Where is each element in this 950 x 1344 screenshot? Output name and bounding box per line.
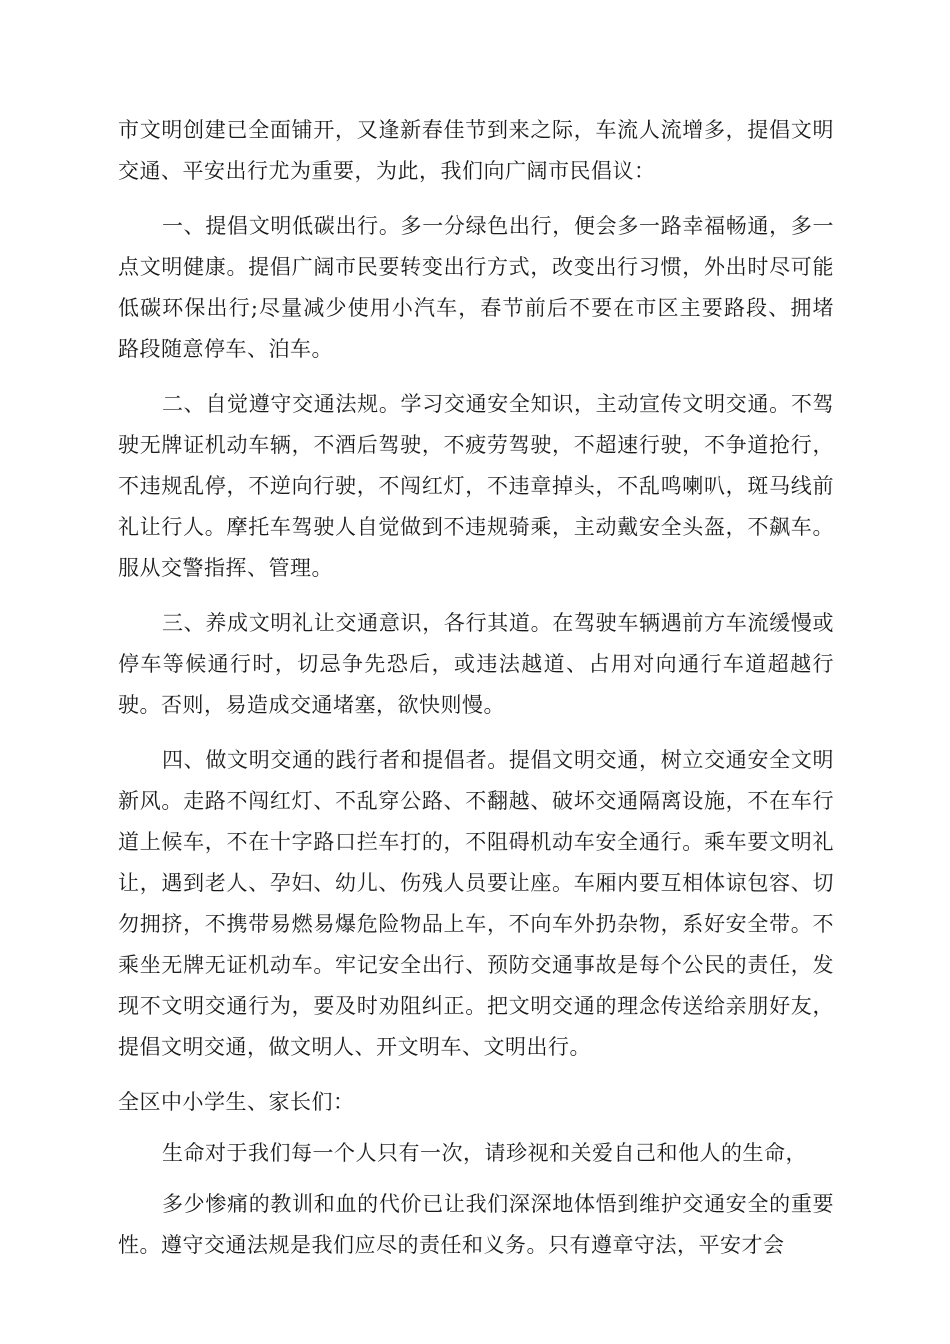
lesson-paragraph: 多少惨痛的教训和血的代价已让我们深深地体悟到维护交通安全的重要性。遵守交通法规是我们应尽的责任和义务。只有遵章守法，平安才会 (118, 1192, 834, 1257)
point-three-paragraph: 三、养成文明礼让交通意识，各行其道。在驾驶车辆遇前方车流缓慢或停车等候通行时，切忌争先恐后，或违法越道、占用对向通行车道超越行驶。否则，易造成交通堵塞，欲快则慢。 (118, 611, 834, 717)
intro-paragraph: 市文明创建已全面铺开，又逢新春佳节到来之际，车流人流增多，提倡文明交通、平安出行尤为重要，为此，我们向广阔市民倡议： (118, 118, 834, 183)
point-two-paragraph: 二、自觉遵守交通法规。学习交通安全知识，主动宣传文明交通。不驾驶无牌证机动车辆，不酒后驾驶，不疲劳驾驶，不超速行驶，不争道抢行，不违规乱停，不逆向行驶，不闯红灯，不违章掉头，不乱鸣喇叭，斑马线前礼让行人。摩托车驾驶人自觉做到不违规骑乘，主动戴安全头盔，不飙车。服从交警指挥、管理。 (118, 392, 834, 580)
point-four-paragraph: 四、做文明交通的践行者和提倡者。提倡文明交通，树立交通安全文明新风。走路不闯红灯、不乱穿公路、不翻越、破坏交通隔离设施，不在车行道上候车，不在十字路口拦车打的，不阻碍机动车安全通行。乘车要文明礼让，遇到老人、孕妇、幼儿、伤残人员要让座。车厢内要互相体谅包容、切勿拥挤，不携带易燃易爆危险物品上车，不向车外扔杂物，系好安全带。不乘坐无牌无证机动车。牢记安全出行、预防交通事故是每个公民的责任，发现不文明交通行为，要及时劝阻纠正。把文明交通的理念传送给亲朋好友，提倡文明交通，做文明人、开文明车、文明出行。 (118, 748, 834, 1059)
salutation: 全区中小学生、家长们： (118, 1090, 355, 1114)
life-paragraph: 生命对于我们每一个人只有一次，请珍视和关爱自己和他人的生命， (162, 1141, 807, 1165)
document-body (118, 110, 834, 1280)
point-one-paragraph: 一、提倡文明低碳出行。多一分绿色出行，便会多一路幸福畅通，多一点文明健康。提倡广阔市民要转变出行方式，改变出行习惯，外出时尽可能低碳环保出行;尽量减少使用小汽车，春节前后不要在市区主要路段、拥堵路段随意停车、泊车。 (118, 214, 834, 361)
